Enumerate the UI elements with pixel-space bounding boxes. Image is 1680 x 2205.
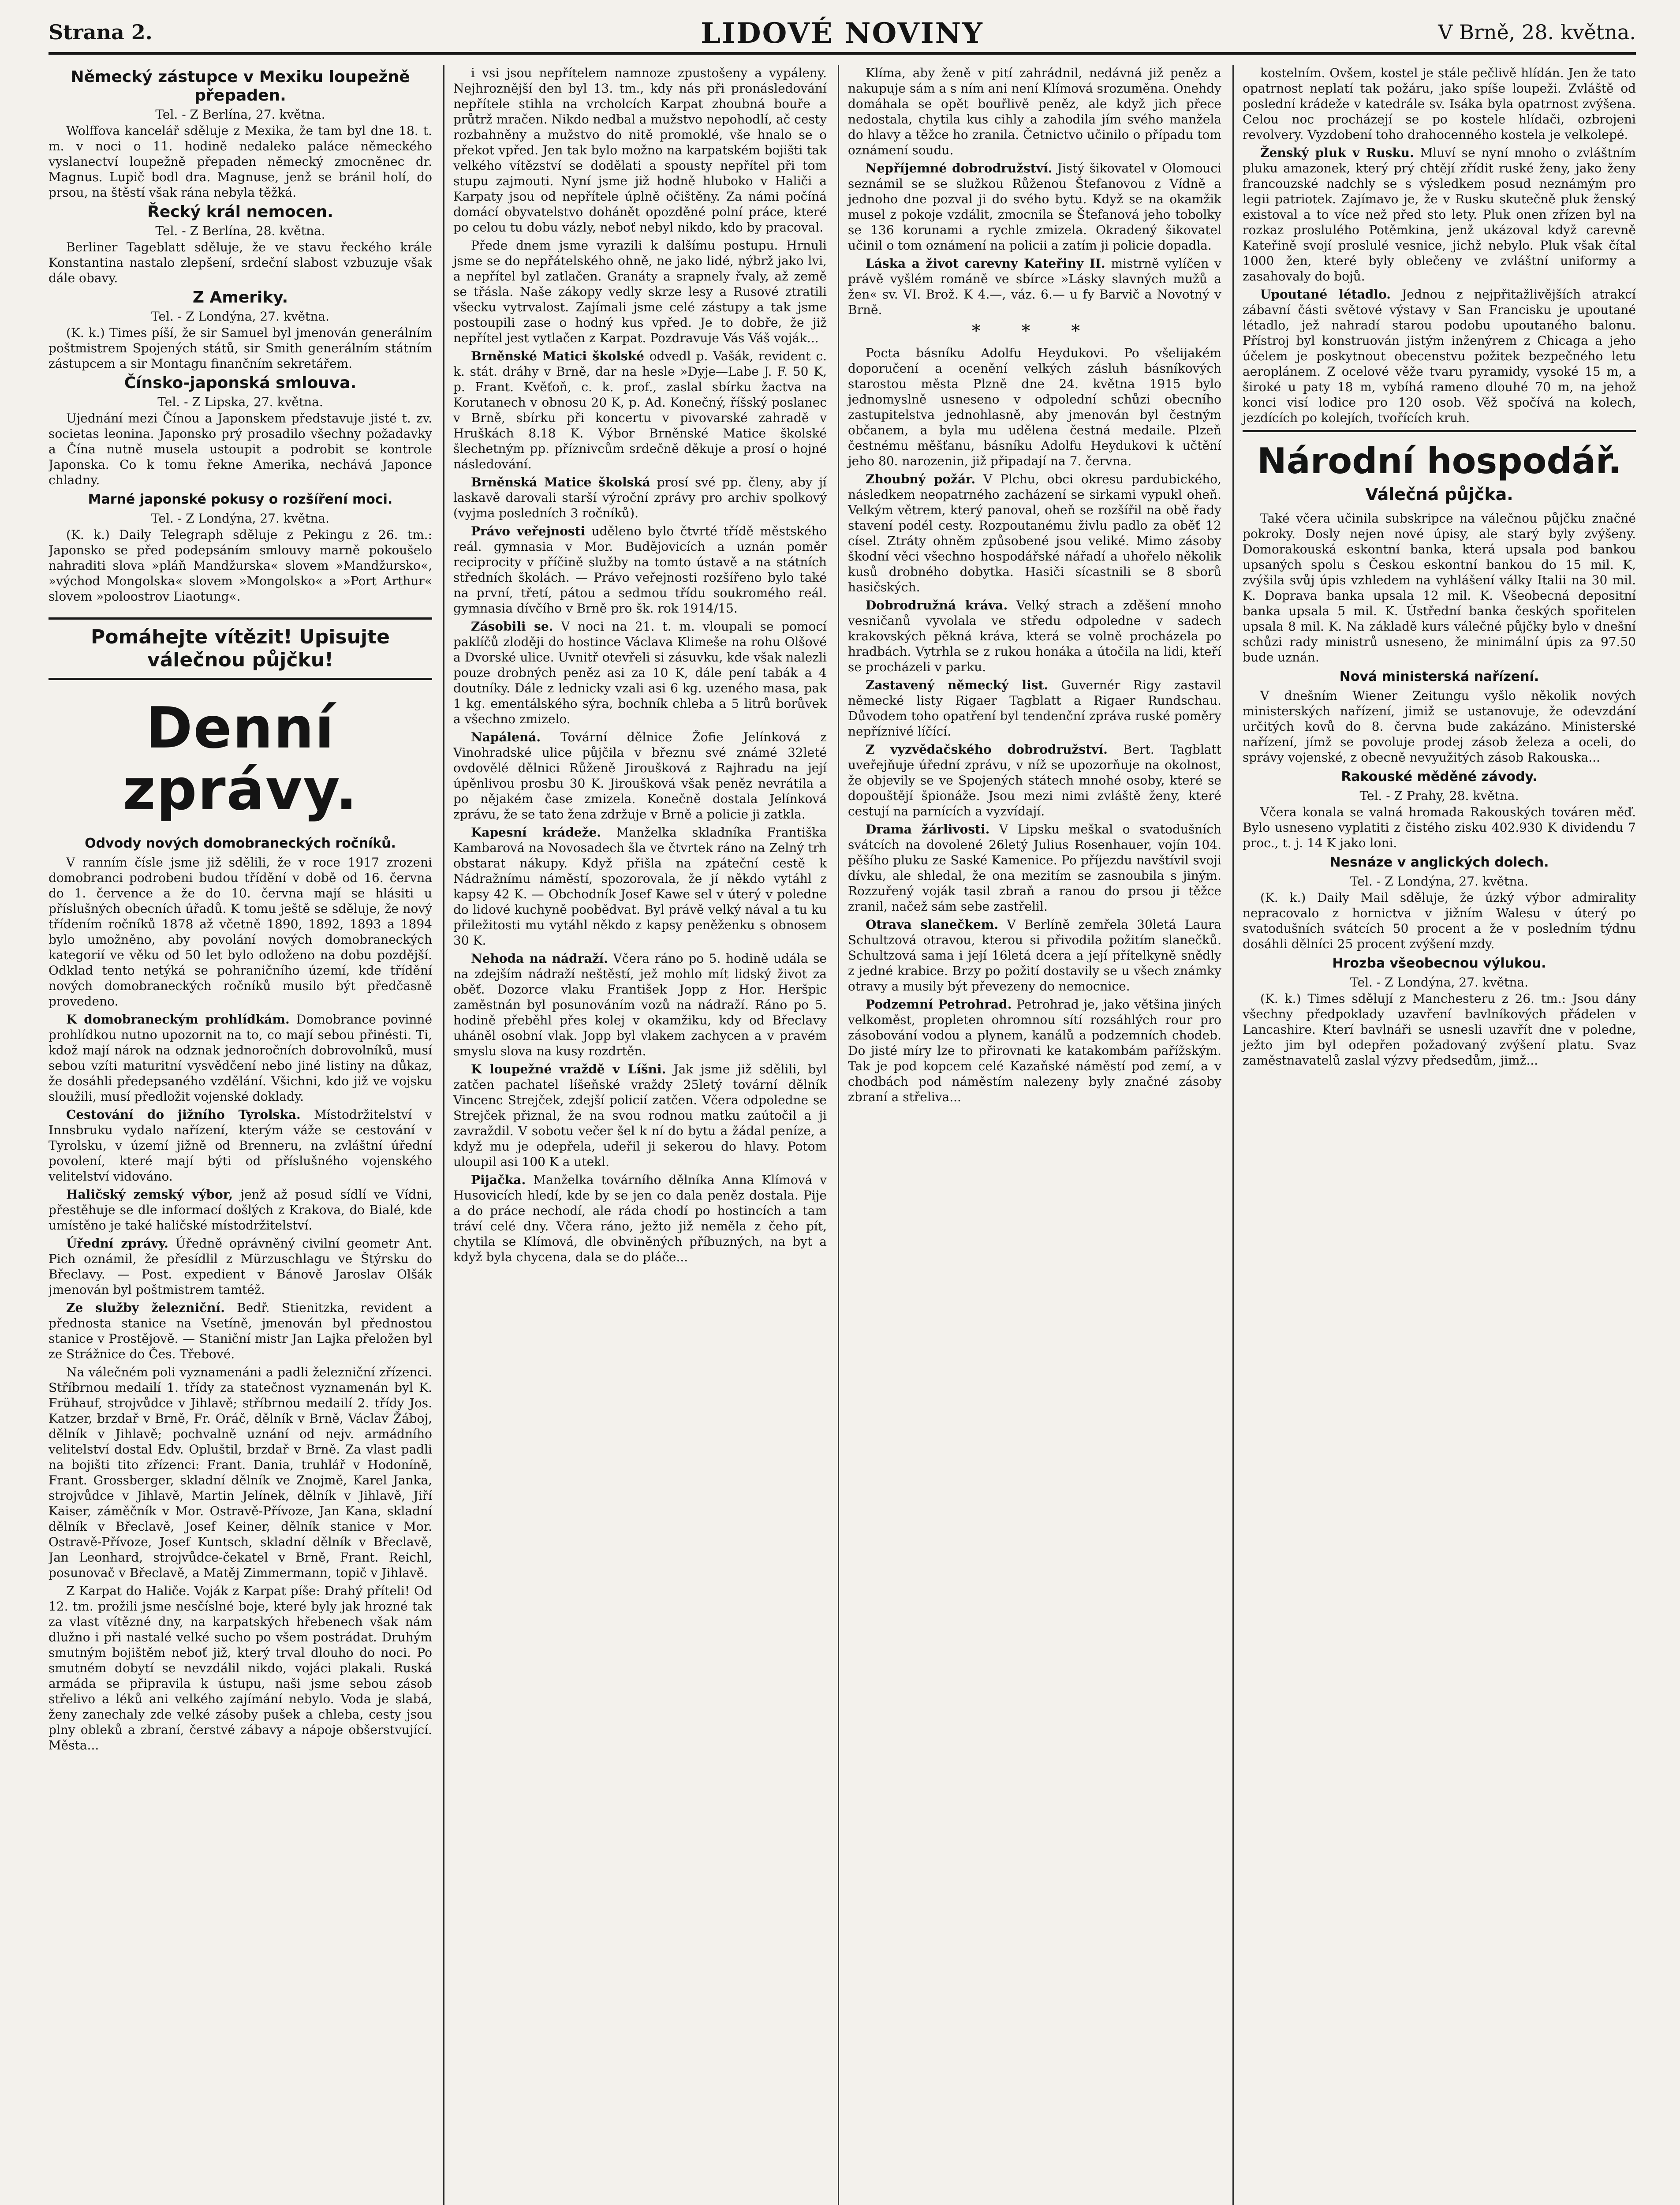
section-title-denni-zpravy: Denní zprávy.: [123, 695, 358, 823]
page-number: Strana 2.: [49, 20, 153, 44]
lead-tyrolsko: Cestování do jižního Tyrolska.: [66, 1107, 301, 1122]
headline-recky: Řecký král nemocen.: [147, 203, 333, 221]
article-kapesni: Manželka skladníka Františka Kambarová na Novosadech šla ve čtvrtek ráno na Zelný trh obstarat nákupy. Když přišla na zpáteční cestě k Nádražnímu náměstí, spozorovala, že jí někdo vytáhl z kapsy 42 K. — Obchodník Josef Kawe sel v úterý v poledne do lidové kuchyně poobědvat. Byl právě velký nával a tu ku přiležitosti mu vytáhl někdo z kapsy peněženku s obnosem 30 K.: [453, 825, 827, 948]
article-recky: Berliner Tageblatt sděluje, že ve stavu řeckého krále Konstantina nastalo zlepšení, srdeční slabost vzbuzuje však dále obavy.: [49, 240, 432, 285]
article-vere: uděleno bylo čtvrté třídě městského reál. gymnasia v Mor. Budějovicích a uznán poměr reciprocity v příčině služby na tomto ústavě a na státních středních školách. — Právo veřejnosti rozšířeno bylo také na první, třetí, pátou a sedmou třídu soukromého reál. gymnasia dívčího v Brně pro šk. rok 1914/15.: [453, 524, 827, 616]
dateline-ameriky: Tel. - Z Londýna, 27. května.: [151, 309, 329, 324]
article-hrozba: (K. k.) Times sdělují z Manchesteru z 26. tm.: Jsou dány všechny předpoklady uzavření bavlníkových přádelen v Lancashire. Kterí bavlnáři se usnesli uzavřít dne v poledne, ježto jim byl odepřen požadovaný zvýšení platu. Svaz zaměstnavatelů zaslal výzvy předsedům, jimž...: [1243, 991, 1636, 1068]
article-karpat-cont-2: Přede dnem jsme vyrazili k dalšímu postupu. Hrnuli jsme se do nepřátelského ohně, ne jako lidé, nýbrž jako lvi, a nepřítel byl zatlačen. Granáty a srapnely řvaly, až země se třásla. Naše zákopy vedly skrze lesy a Rusové ztratili všecku vytrvalost. Zajímali jsme celé zástupy a tak jsme postoupili zase o hodný kus vpřed. Je to dobře, že již nepřítel jest vytlačen z Karpat. Pozdravuje Vás Váš voják...: [453, 238, 827, 345]
dateline-medene: Tel. - Z Prahy, 28. května.: [1359, 789, 1519, 803]
article-nehoda: Včera ráno po 5. hodině udála se na zdejším nádraží neštěstí, jež mohlo mít lidský život za oběť. Dozorce vlaku František Jopp z Hor. Heršpic zaměstnán byl posunováním vozů na nádraží. Ráno po 5. hodině přeběhl přes kolej v okamžiku, kdy od Břeclavy uháněl osobní vlak. Jopp byl vlakem zachycen a v pravém smyslu slova na kusy rozdrtěn.: [453, 951, 827, 1058]
article-matice2: prosí své pp. členy, aby jí laskavě darovali starší výroční zprávy pro archiv spolkový (vyjma posledních 3 ročníků).: [453, 475, 827, 520]
article-medene: Včera konala se valná hromada Rakouských továren měď. Bylo usneseno vyplatiti z čistého zisku 402.930 K dividendu 7 proc., t. j. 14 K jako loni.: [1243, 805, 1636, 850]
lead-matice1: Brněnské Matici školské: [471, 349, 644, 363]
headline-nesnaze: Nesnáze v anglických dolech.: [1329, 855, 1549, 870]
headline-odvody: Odvody nových domobraneckých ročníků.: [85, 836, 396, 851]
article-vyzvedacska: Bert. Tagblatt uveřejňuje úřední zprávu, v níž se upozorňuje na okolnost, že objevily se ve Spojených státech mnohé osoby, které se dopouštějí špionáže. Jsou mezi nimi zvláště ženy, které cestují na parnících a vyzvídají.: [848, 742, 1221, 818]
article-zpravy: Úředně oprávněný civilní geometr Ant. Pich oznámil, že přesídlil z Mürzuschlagu ve Štýrsku do Břeclavy. — Post. expedient v Bánově Jaroslav Olšák jmenován byl poštmistrem tamtéž.: [49, 1236, 432, 1297]
article-marne: (K. k.) Daily Telegraph sděluje z Pekingu z 26. tm.: Japonsko se před podepsáním smlouvy marně pokoušelo nahraditi slova »pláň Mandžurska« slovem »Mandžursko«, »východ Mongolska« slovem »Mongolsko« a »Port Arthur« slovem »poloostrov Liaotung«.: [49, 527, 432, 604]
article-drama: V Lipsku meškal o svatodušních svátcích na dovolené 26letý Julius Rosenhauer, vojín 104. pěšího pluku ze Saské Kamenice. Po příjezdu navštívil svoji dívku, ale shledal, že ona mezitím se zasnoubila s jiným. Rozzuřený voják tasil zbraň a ranou do prsou ji těžce zranil, načež sám sebe zastřelil.: [848, 822, 1221, 914]
article-zasobili: V noci na 21. t. m. vloupali se pomocí paklíčů zloději do hostince Václava Klimeše na rohu Olšové a Dvorské ulice. Uvnitř otevřeli si zásuvku, kde však nalezli pouze drobných peněz asi za 10 K, dále pení tabák a 4 doutníky. Dále z lednicky vzali asi 6 kg. uzeného masa, pak 1 kg. ementálského sýra, bochník chleba a 5 litrů borůvek a všechno zmizelo.: [453, 619, 827, 726]
article-tagblatt: Guvernér Rigy zastavil německé listy Rigaer Tagblatt a Rigaer Rundschau. Důvodem toho opatření byl tendenční zpráva ruské poměry nepříznivé líčící.: [848, 678, 1221, 739]
article-mexiko: Wolffova kancelář sděluje z Mexika, že tam byl dne 18. t. m. v noci o 11. hodině nedaleko paláce německého vyslanectví loupežně přepaden německý zmocněnec dr. Magnus. Lupič bodl dra. Magnuse, jenž se bránil holí, do prsou, na štěstí však rána nebyla těžká.: [49, 123, 432, 200]
subheading-valecna-pujcka: Válečná půjčka.: [1365, 485, 1513, 504]
newspaper-title: LIDOVÉ NOVINY: [701, 17, 984, 50]
article-odvody: V ranním čísle jsme již sdělili, že v roce 1917 zrozeni domobranci podrobeni budou třídění v době od 16. června do 1. července a že do 10. června mají se hlásiti u příslušných obecních úřadů. K tomu ještě se sděluje, že nový třídením ročníků 1878 až včetně 1890, 1892, 1893 a 1894 bylo umožněno, aby povolání nových domobraneckých kategorií ve věku od 50 let bylo odloženo na dobu pozdější. Odklad tento netýká se pohraničního území, kde třídění nových domobraneckých ročníků musilo být předčasně provedeno.: [49, 855, 432, 1009]
headline-ameriky: Z Ameriky.: [192, 288, 288, 306]
lead-zasobili: Zásobili se.: [471, 619, 553, 634]
lead-zpravy: Úřední zprávy.: [66, 1236, 168, 1251]
lead-matice2: Brněnská Matice školská: [471, 475, 650, 490]
dateline-hrozba: Tel. - Z Londýna, 27. května.: [1350, 975, 1528, 990]
article-karpat: Z Karpat do Haliče. Voják z Karpat píše: Drahý příteli! Od 12. tm. prožili jsme nesčíslné boje, které byly jak hrozné tak za vlast vítězné dny, na karpatských hřebenech však nám dlužno i při nastalé velké sucho po všem postrádat. Druhým smutným bojištěm neboť již, který trval dlouho do noci. Po smutném dobytí se nevzdálil nikdo, vojáci plakali. Ruská armáda se připravila k ústupu, naši jsme sebou zásob střelivo a léků ani velkého zajímání nebylo. Voda je slabá, ženy zanechaly zde velké zásoby pušek a chleba, cesty jsou plny obleků a zbraní, čerstvé zábavy a nápoje obšerstvující. Města...: [49, 1584, 432, 1753]
column-4: [1232, 65, 1636, 2205]
lead-tagblatt: Zastavený německý list.: [866, 678, 1049, 692]
article-otrava: V Berlíně zemřela 30letá Laura Schultzová otravou, kterou si přivodila požitím slanečků. Schultzová sama i její 16letá dcera a její přítelkyně snědly z jedné krabice. Brzy po požití dostavily se u všech známky otravy a musily být převezeny do nemocnice.: [848, 917, 1221, 994]
lead-zensky: Ženský pluk v Rusku.: [1260, 146, 1414, 160]
article-tyrolsko: Místodržitelství v Innsbruku vydalo nařízení, kterým váže se cestování v Tyrolsku, v území jižně od Brenneru, na zvláštní úřední povolení, které mají býti od příslušného vojenského velitelství vidováno.: [49, 1107, 432, 1184]
lead-nehoda: Nehoda na nádraží.: [471, 951, 608, 966]
section-separator: * * *: [971, 321, 1098, 341]
article-ameriky: (K. k.) Times píší, že sir Samuel byl jmenován generálním poštmistrem Spojených států, sir Smith generálním státním zástupcem a sir Montagu finančním sekretářem.: [49, 325, 432, 371]
lead-halicsky: Haličský zemský výbor,: [66, 1187, 233, 1202]
headline-narizeni: Nová ministerská nařízení.: [1339, 669, 1539, 684]
headline-mexiko: Německý zástupce v Mexiku loupežně přepaden.: [71, 68, 410, 105]
article-zelezn: Bedř. Stienitzka, revident a přednosta stanice na Vsetíně, jmenován byl přednostou stanice v Prostějově. — Staniční mistr Jan Lajka přeložen byl ze Strážnice do Čes. Třebové.: [49, 1301, 432, 1361]
dateline-recky: Tel. - Z Berlína, 28. května.: [155, 224, 325, 238]
dateline-marne: Tel. - Z Londýna, 27. května.: [151, 511, 329, 526]
article-krava: Velký strach a zděšení mnoho vesničanů vyvolala ve středu odpoledne v sadech krakovských pěkná kráva, která se volně procházela po hradbách. Vytrhla se z rukou honáka a útočila na lidi, kteří se procházeli v parku.: [848, 598, 1221, 674]
dateline-nesnaze: Tel. - Z Londýna, 27. května.: [1350, 874, 1528, 889]
column-1: [49, 65, 432, 2205]
article-valecne: Na válečném poli vyznamenáni a padli železniční zřízenci. Stříbrnou medailí 1. třídy za statečnost vyznamenán byl K. Frühauf, strojvůdce v Jihlavě; stříbrnou medailí 2. třídy Jos. Katzer, brzdař v Brně, Fr. Oráč, dělník v Brně, Václav Žáboj, dělník v Jihlavě; pochvalně uznání od nejv. armádního velitelství dostal Edv. Opluštil, brzdař v Brně. Za vlast padli na bojišti tito zřízenci: Frant. Dania, truhlář v Hodoníně, Frant. Grossberger, skladní dělník ve Znojmě, Karel Janka, strojvůdce v Jihlavě, Martin Jelínek, dělník v Jihlavě, Jiří Kaiser, záměčník v Mor. Ostravě-Přívoze, Jan Kana, skladní dělník v Břeclavě, Josef Keiner, dělník stanice v Mor. Ostravě-Přívoze, Josef Kuntsch, skladní dělník v Břeclavě, Jan Leonhard, strojvůdce-čekatel v Brně, Frant. Reichl, posunovač v Břeclavě, a Matěj Zimmermann, topič v Jihlavě.: [49, 1365, 432, 1580]
lead-neprijemne: Nepříjemné dobrodružství.: [866, 161, 1053, 176]
lead-zhoubny: Zhoubný požár.: [866, 472, 976, 486]
section-title-narodni-hospodar: Národní hospodář.: [1243, 430, 1636, 482]
article-upoutane: Jednou z nejpřitažlivějších atrakcí zábavní části světové výstavy v San Francisku je upoutané létadlo, jež nahradí starou podobu upoutaného balonu. Přístroj byl konstruován jistým inženýrem z Chicaga a jeho účelem je poskytnout obecenstvu požitek bezpečného letu aeroplánem. Z ocelové věže tvaru pyramidy, vysoké 15 m, a široké u paty 18 m, vybíhá ramenο dlouhé 70 m, na jehož konci visí lodice pro 120 osob. Věž spočívá na kolech, jezdících po kolejích, tvořících kruh.: [1243, 287, 1636, 425]
headline-hrozba: Hrozba všeobecnou výlukou.: [1332, 956, 1546, 971]
headline-cinsko: Čínsko-japonská smlouva.: [124, 374, 357, 392]
lead-otrava: Otrava slanečkem.: [866, 917, 999, 932]
lead-laska: Láska a život carevny Kateřiny II.: [866, 256, 1105, 271]
column-3: [838, 65, 1221, 2205]
lead-kapesni: Kapesní krádeže.: [471, 825, 601, 840]
lead-drama: Drama žárlivosti.: [866, 822, 990, 837]
article-domobranci: Domobrance povinné prohlídkou nutno upozornit na to, co mají sebou přinésti. Ti, kdož mají nárok na odznak jednoročních dobrovolníků, musí sebou vzíti maturitní vysvědčení nebo jiné listiny na důkaz, že dosáhli předepsaného vzdělání. Všichni, kdo již ve vojsku sloužili, musí předložit vojenské doklady.: [49, 1012, 432, 1104]
issue-date: V Brně, 28. května.: [1438, 20, 1636, 44]
dateline-cinsko: Tel. - Z Lipska, 27. května.: [157, 395, 323, 409]
lead-zelezn: Ze služby železniční.: [66, 1301, 225, 1315]
masthead: [49, 17, 1636, 55]
article-petrohrad: Petrohrad je, jako většina jiných velkoměst, propleten ohromnou sítí rozsáhlých rour pro zásobování vodou a plynem, kanálů a podzemních chodeb. Do jisté míry lze to přirovnati ke katakombám pařížským. Tak je pod kopcem celé Kazaňské náměstí pod zemí, a v chodbách pod náměstím nalezeny byly značné zásoby zbraní a střeliva...: [848, 997, 1221, 1104]
article-valecna-pujcka: Také včera učinila subskripce na válečnou půjčku značné pokroky. Dosly nejen nové úpisy, ale starý byly zvýšeny. Domorakouská eskontní banka, která upsala pod bankou upsaných spolu s Českou eskontní bankou do 15 mil. K, zvýšila svůj úpis vzhledem na vyhlášení války Italii na 30 mil. K. Doprava banka upsala 12 mil. K. Všeobecná depositní banka upsala 5 mil. K. Ústřední banka českých spořitelen upsala 8 mil. K. Na základě kurs válečné půjčky bylo v dnešní schůzi rady ministrů usneseno, že minimální úpis za 97.50 bude uznán.: [1243, 511, 1636, 665]
article-loupez: Jak jsme již sdělili, byl zatčen pachatel líšeňské vraždy 25letý tovární dělník Vincenc Strejček, zdejší policií zatčen. Včera odpoledne se Strejček přiznal, že na svou rodnou matku zaútočil a ji zavraždil. V sobotu večer šel k ní do bytu a žádal peníze, a když mu je odepřela, udeřil ji sekerou do hlavy. Potom uloupil asi 100 K a utekl.: [453, 1062, 827, 1169]
article-neprijemne: Jistý šikovatel v Olomouci seznámil se se služkou Růženou Štefanovou z Vídně a jednoho dne pozval ji do svého bytu. Když se na okamžik musel z pokoje vzdálit, zmocnila se Štefanová jeho tobolky se 136 korunami a rychle zmizela. Okradený šikovatel učinil o tom oznámení na policii a zatím ji policie dopadla.: [848, 161, 1221, 253]
article-halicsky: jenž až posud sídlí ve Vídni, přestěhuje se dle informací došlých z Krakova, do Bialé, kde umístěno je také haličské místodržitelství.: [49, 1187, 432, 1233]
article-zensky: Mluví se nyní mnoho o zvláštním pluku amazonek, který prý chtějí zřídit ruské ženy, jako ženy francouzské nadchly se s výsledkem posud neznámým pro legii patriotek. Zajímavo je, že v Rusku skutečně pluk ženský existoval a to více než před sto lety. Pluk onen zřízen byl na rozkaz proslulého Potěmkina, jenž ukázoval když carevně Kateřině svojí proslulé vesnice, jichž nebylo. Pluk však čítal 1000 žen, které byly oblečeny ve zvláštní uniformy a zasahovaly do bojů.: [1243, 146, 1636, 284]
headline-marne: Marné japonské pokusy o rozšíření moci.: [88, 492, 393, 507]
article-pocta: Pocta básníku Adolfu Heydukovi. Po všelijakém doporučení a ocenění velkých zásluh básníkových starostou města Plzně dne 24. května 1915 bylo jednomyslně usneseno v odpolední schůzi obecního zastupitelstva jednohlasně, aby jmenován byl čestným občanem, a byla mu udělena čestná medaile. Plzeň čestnému měšťanu, básníku Adolfu Heydukovi k učtění jeho 80. narozenin, již připadají na 7. června.: [848, 346, 1221, 468]
article-narizeni: V dnešním Wiener Zeitungu vyšlo několik nových ministerských nařízení, jimiž se ustanovuje, že odevzdání určitých kovů do 8. června bude zakázáno. Ministerské nařízení, jímž se povoluje prodej zásob železa a oceli, do správy vojenské, z obecně nevyužitých zásob Rakouska...: [1243, 688, 1636, 765]
article-petrohrad-cont: kostelním. Ovšem, kostel je stále pečlivě hlídán. Jen že tato opatrnost neplatí tak požáru, jako spíše loupeži. Zvláště od poslední krádeže v katedrále sv. Isáka byla opatrnost zvýšena. Celou noc procházejí se po kostele hlídači, ozbrojeni revolvery. Vyzdobení toho drahocenného kostela je velkolepé.: [1243, 66, 1636, 142]
lead-pijacka: Pijačka.: [471, 1173, 526, 1187]
lead-krava: Dobrodružná kráva.: [866, 598, 1008, 613]
column-2: [443, 65, 827, 2205]
lead-napilena: Napálená.: [471, 730, 541, 744]
article-nesnaze: (K. k.) Daily Mail sděluje, že úzký výbor admirality nepracovalo z hornictva v jižním Walesu v úterý po svatodušních svátcích 50 procent a že v posledním týdnu dosáhli dělníci 25 procent zvýšení mzdy.: [1243, 890, 1636, 951]
article-pijacka: Manželka továrního dělníka Anna Klímová v Husovicích hledí, kde by se jen co dala peněz dostala. Pije a do práce nechodí, ale ráda chodí po hostincích a tam tráví celé dny. Včera ráno, ježto již neměla z čeho pít, chytila se Klímová, dle obviněných příbuzných, na byt a když byla chycena, dala se do pláče...: [453, 1173, 827, 1264]
dateline-mexiko: Tel. - Z Berlína, 27. května.: [155, 107, 325, 122]
article-zhoubny: V Plchu, obci okresu pardubického, následkem neopatrného zacházení se sirkami vypukl oheň. Velkým větrem, který panoval, oheň se rozšířil na obě řady stavení podél cesty. Rozpoutanému živlu padlo za oběť 12 císel. Ztráty ohněm způsobené jsou veliké. Mimo zásoby škodní věci všechno hospodářské nářadí a uhořelo několik kusů drobného dobytka. Hasiči sícastnili se 8 sborů hasičských.: [848, 472, 1221, 594]
article-pijacka-cont: Klíma, aby ženě v pití zahrádnil, nedávná již peněz a nakupuje sám a s ním ani není Klímová srozuměna. Onehdy domáhala se opět bouřlivě peněz, ale když jich přece nedostala, chytila kus cihly a zahodila jím svého manžela do hlavy a těžce ho zranila. Četnictvo učinilo o případu tom oznámení soudu.: [848, 66, 1221, 157]
article-laska: mistrně vylíčen v právě vyšlém románě ve sbírce »Lásky slavných mužů a žen« sv. VI. Brož. K 4.—, váz. 6.— u fy Barvič a Novotný v Brně.: [848, 256, 1221, 317]
lead-upoutane: Upoutané létadlo.: [1260, 287, 1391, 302]
lead-loupez: K loupežné vraždě v Líšni.: [471, 1062, 666, 1076]
article-karpat-cont: i vsi jsou nepřítelem namnoze zpustošeny a vypáleny. Nejhroznější den byl 13. tm., kdy nás při pronásledování nepřítele stihla na vrcholcích Karpat zhoubná bouře a průtrž mračen. Nikdo nedbal a mužstvo nepohodlí, ač cesty rozbahněny a mužstvo do nitě promoklé, vše hnalo se o překot vpřed. Jen tak bylo možno na karpatském bojišti tak velkého vítězství se dodělati a spousty nepřítel při tom stupu zajmouti. Nyní jsme již hodně hluboko v Haliči a Karpaty jsou od nepřítele úplně očištěny. Za námi počíná domácí obyvatelstvo dohánět opozděné polní práce, které po celou tu dobu vázly, neboť nebyl nikdo, kdo by pracoval.: [453, 66, 827, 235]
lead-petrohrad: Podzemní Petrohrad.: [866, 997, 1012, 1012]
article-cinsko: Ujednání mezi Čínou a Japonskem představuje jisté t. zv. societas leonina. Japonsko prý prosadilo všechny požadavky a Čína nutně musela ustoupit a podrobit se kontrole Japonska. Co k tomu řekne Amerika, nechává Japonce chladny.: [49, 411, 432, 487]
lead-domobranci: K domobraneckým prohlídkám.: [66, 1012, 290, 1027]
war-loan-banner: Pomáhejte vítězit! Upisujte válečnou půjčku!: [49, 617, 432, 680]
lead-vyzvedacska: Z vyzvědačského dobrodružství.: [866, 742, 1108, 757]
headline-medene: Rakouské měděné závody.: [1341, 769, 1538, 785]
article-matice1: odvedl p. Vašák, revident c. k. stát. dráhy v Brně, dar na hesle »Dyje—Labe J. F. 50 K, p. Frant. Kvěťoň, c. k. prof., zaslal sbírku žactva na Korutanech v obnosu 20 K, p. Ad. Konečný, říšský poslanec v Brně, sbírku při koncertu v pivovarské zahradě v Hruškách 8.18 K. Výbor Brněnské Matice školské šlechetným pp. příznivcům srdečně děkuje a prosí o hojné následování.: [453, 349, 827, 471]
article-napilena: Tovární dělnice Žofie Jelínková z Vinohradské ulice půjčila v březnu své známé 32leté ovdovělé dělnici Růženě Jiroušková z Rajhradu na její úpěnlivou prosbu 30 K. Jiroušková však peněz nevrátila a po nějakém čase zmizela. Konečně dostala Jelínková zprávu, že se tato žena zdržuje v Brně a policie ji zatkla.: [453, 730, 827, 822]
lead-vere: Právo veřejnosti: [471, 524, 586, 538]
